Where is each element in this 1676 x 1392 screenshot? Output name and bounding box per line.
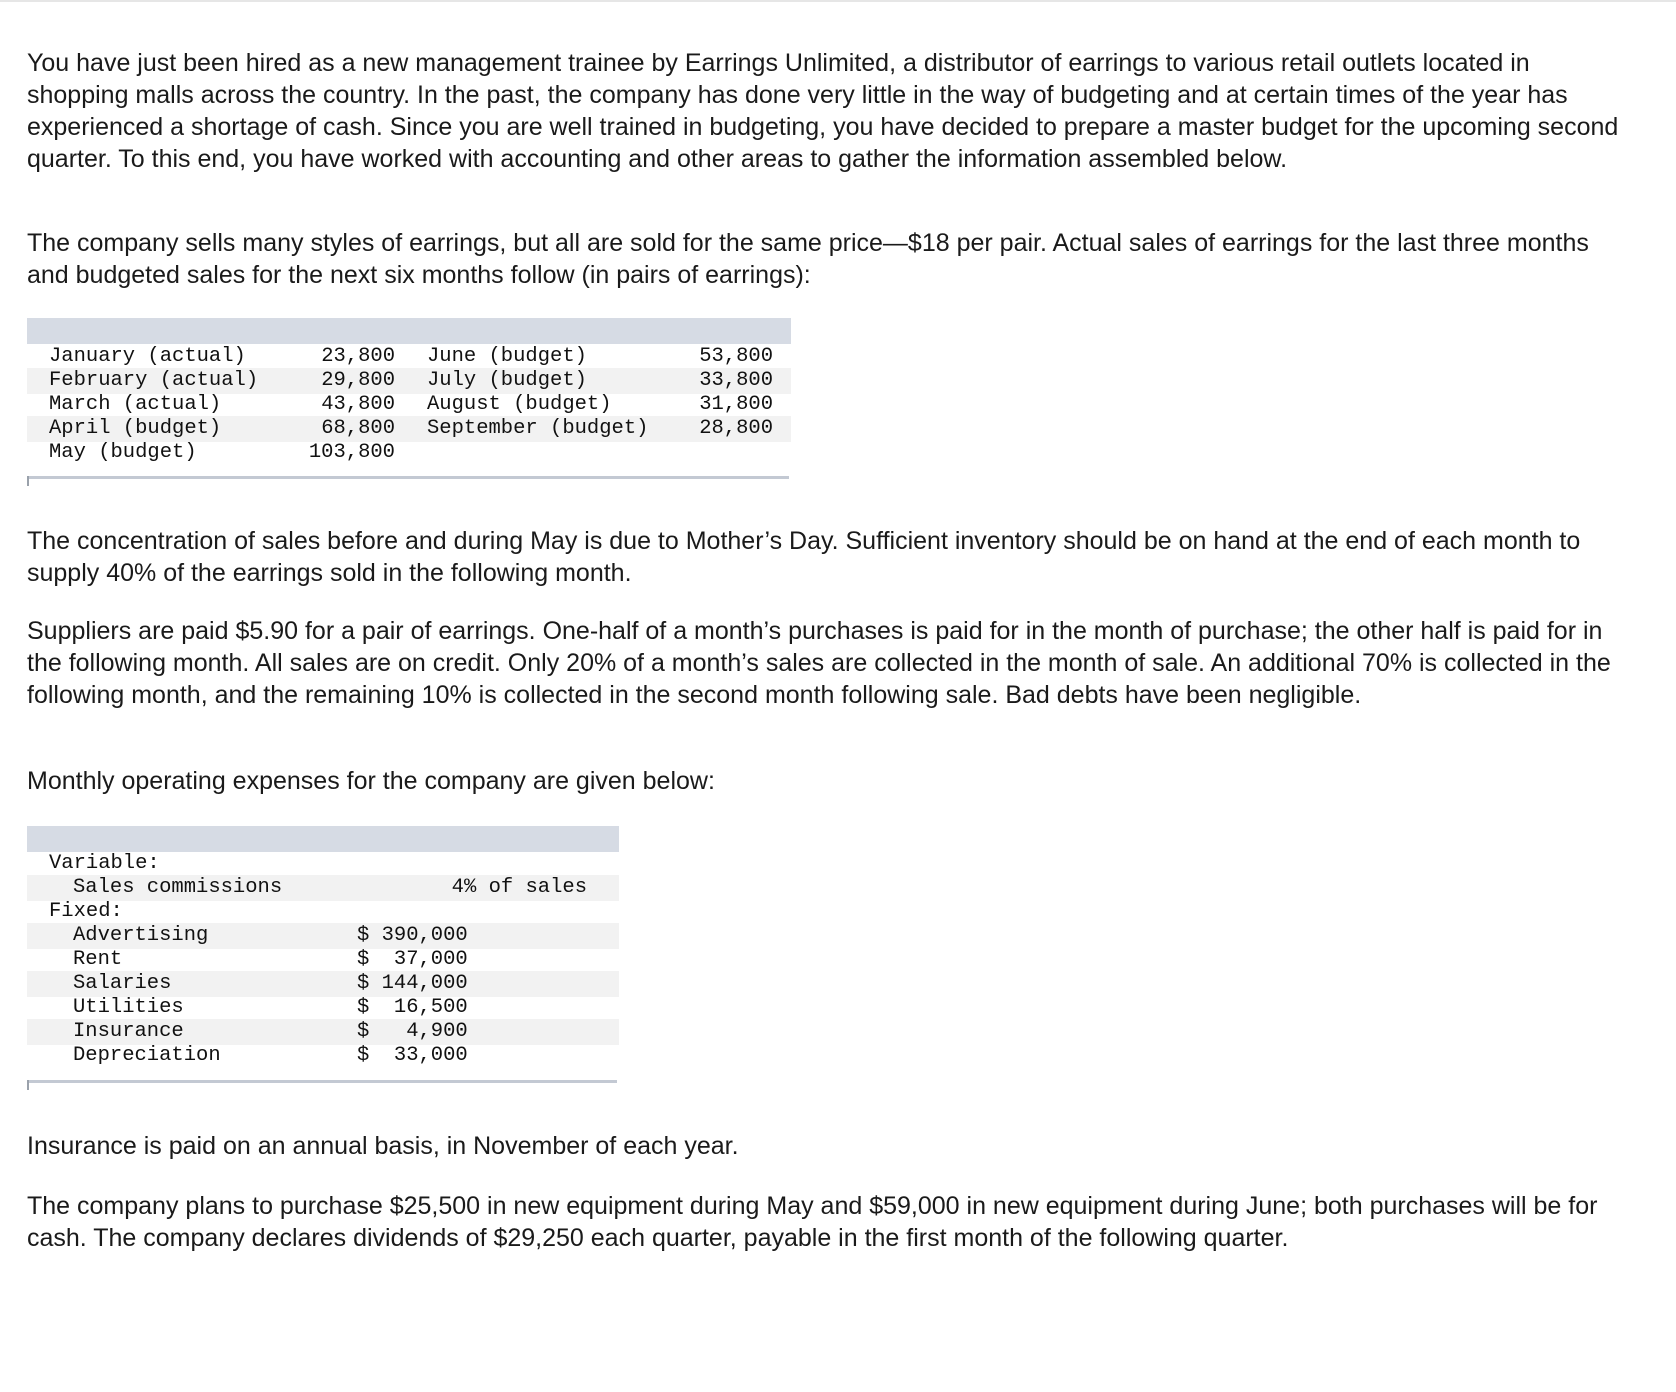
table-row [27,1043,619,1069]
expense-value: $ 16,500 [357,996,468,1019]
equipment-paragraph: The company plans to purchase $25,500 in new equipment during May and $59,000 in new equipment during June; both purchases will be for cash. The company declares dividends of $29,250 each quarter, payable in the first month of the following quarter. [27,1192,1598,1252]
insurance-paragraph: Insurance is paid on an annual basis, in November of each year. [27,1132,739,1160]
sales-month-value: 103,800 [308,441,395,464]
expense-value: $ 4,900 [357,1020,468,1043]
sales-month-label: May (budget) [49,441,197,464]
table-row [27,899,619,925]
sales-month-value: 33,800 [699,369,773,392]
sales-month-value: 23,800 [321,345,395,368]
commissions-label: Sales commissions [73,876,283,899]
commissions-value: 4% of sales [451,876,587,899]
top-divider [0,0,1676,2]
sales-month-label: March (actual) [49,393,222,416]
intro-paragraph: You have just been hired as a new management trainee by Earrings Unlimited, a distributor of earrings to various retail outlets located in shopping malls across the country. In the past, the company has done very little in the way of budgeting and at certain times of the year has experienced a shortage of cash. Since you are well trained in budgeting, you have decided to prepare a master budget for the upcoming second quarter. To this end, you have worked with accounting and other areas to gather the information assembled below. [27,49,1619,173]
sales-month-value: 68,800 [321,417,395,440]
sales-table-footer-rule [27,476,789,479]
table-row [27,971,619,997]
expense-value: $ 144,000 [357,972,468,995]
pricing-paragraph: The company sells many styles of earrings, but all are sold for the same price—$18 per pair. Actual sales of earrings for the last three months and budgeted sales for the next six months follow (in pairs of earrings): [27,229,1589,289]
table-row [27,1019,619,1045]
fixed-label: Fixed: [49,900,123,923]
expense-label: Insurance [73,1020,184,1043]
variable-label: Variable: [49,852,160,875]
table-row [27,995,619,1021]
sales-month-label: September (budget) [427,417,649,440]
sales-month-value: 43,800 [321,393,395,416]
table-row [27,875,619,901]
expense-label: Salaries [73,972,172,995]
table-row [27,947,619,973]
table-row [27,392,791,418]
sales-month-value: 28,800 [699,417,773,440]
table-row [27,344,791,370]
table-row [27,923,619,949]
expense-label: Depreciation [73,1044,221,1067]
sales-month-value: 31,800 [699,393,773,416]
expense-label: Utilities [73,996,184,1019]
concentration-paragraph: The concentration of sales before and during May is due to Mother’s Day. Sufficient inventory should be on hand at the end of each month to supply 40% of the earrings sold in the following month. [27,527,1581,587]
expense-label: Advertising [73,924,209,947]
expenses-intro-paragraph: Monthly operating expenses for the company are given below: [27,767,715,795]
table-row [27,416,791,442]
sales-month-label: August (budget) [427,393,612,416]
table-row [27,368,791,394]
expenses-table-footer-tick [27,1080,29,1090]
sales-month-label: April (budget) [49,417,222,440]
table-row [27,851,619,877]
sales-table-footer-tick [27,476,29,486]
table-row [27,440,791,466]
expenses-table-header-bar [27,826,619,852]
expense-label: Rent [73,948,123,971]
sales-month-value: 53,800 [699,345,773,368]
expense-value: $ 390,000 [357,924,468,947]
sales-table [27,318,791,488]
sales-month-label: June (budget) [427,345,587,368]
expense-value: $ 33,000 [357,1044,468,1067]
expense-value: $ 37,000 [357,948,468,971]
sales-month-label: January (actual) [49,345,246,368]
sales-month-label: July (budget) [427,369,587,392]
suppliers-paragraph: Suppliers are paid $5.90 for a pair of earrings. One-half of a month’s purchases is paid for in the month of purchase; the other half is paid for in the following month. All sales are on credit. Only 20% of a month’s sales are collected in the month of sale. An additional 70% is collected in the following month, and the remaining 10% is collected in the second month following sale. Bad debts have been negligible. [27,617,1611,709]
sales-table-header-bar [27,318,791,344]
sales-month-label: February (actual) [49,369,259,392]
sales-month-value: 29,800 [321,369,395,392]
expenses-table-footer-rule [27,1080,617,1083]
operating-expenses-table [27,826,619,1096]
